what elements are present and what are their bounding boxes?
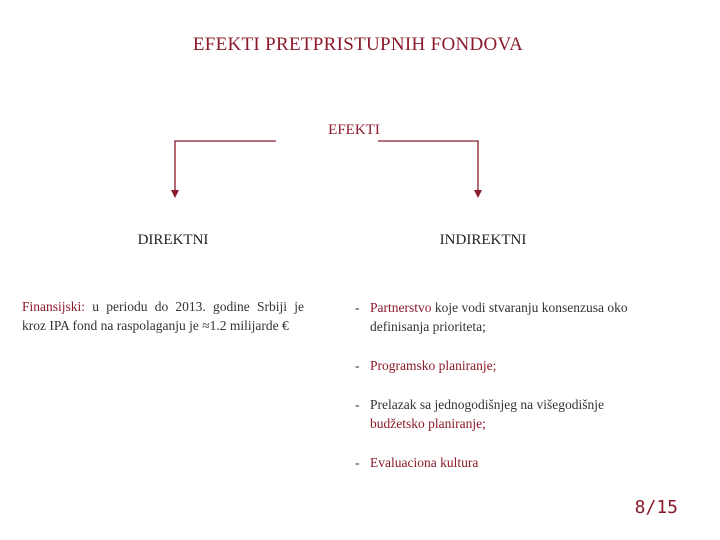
direct-effects-label: DIREKTNI [137,232,209,248]
indirect-effects-label: INDIREKTNI [439,232,527,248]
direct-effects-description [22,297,304,335]
list-dash: - [355,358,360,373]
root-node-label: EFEKTI [328,122,380,138]
slide-title: EFEKTI PRETPRISTUPNIH FONDOVA [192,34,524,55]
list-item [355,298,655,336]
item-highlight: Evaluaciona kultura [370,455,479,470]
page-number: 8/15 [634,497,678,518]
list-item [355,356,655,375]
list-item [355,395,655,433]
list-dash: - [355,455,360,470]
item-text: koje vodi stvaranju konsenzusa oko definisanja prioriteta; [370,300,628,334]
item-highlight: Partnerstvo [370,300,432,315]
list-dash: - [355,397,360,412]
item-text: Prelazak sa jednogodišnjeg na višegodišnje [370,397,604,412]
list-dash: - [355,300,360,315]
direct-text: u periodu do 2013. godine Srbiji je kroz IPA fond na raspolaganju je ≈1.2 milijarde € [22,299,304,333]
indirect-effects-list [355,298,655,472]
left-connector-line [175,141,276,194]
item-highlight: Programsko planiranje; [370,358,497,373]
direct-highlight: Finansijski: [22,299,86,314]
list-item [355,453,655,472]
item-highlight: budžetsko planiranje; [370,416,486,431]
right-connector-line [378,141,478,194]
